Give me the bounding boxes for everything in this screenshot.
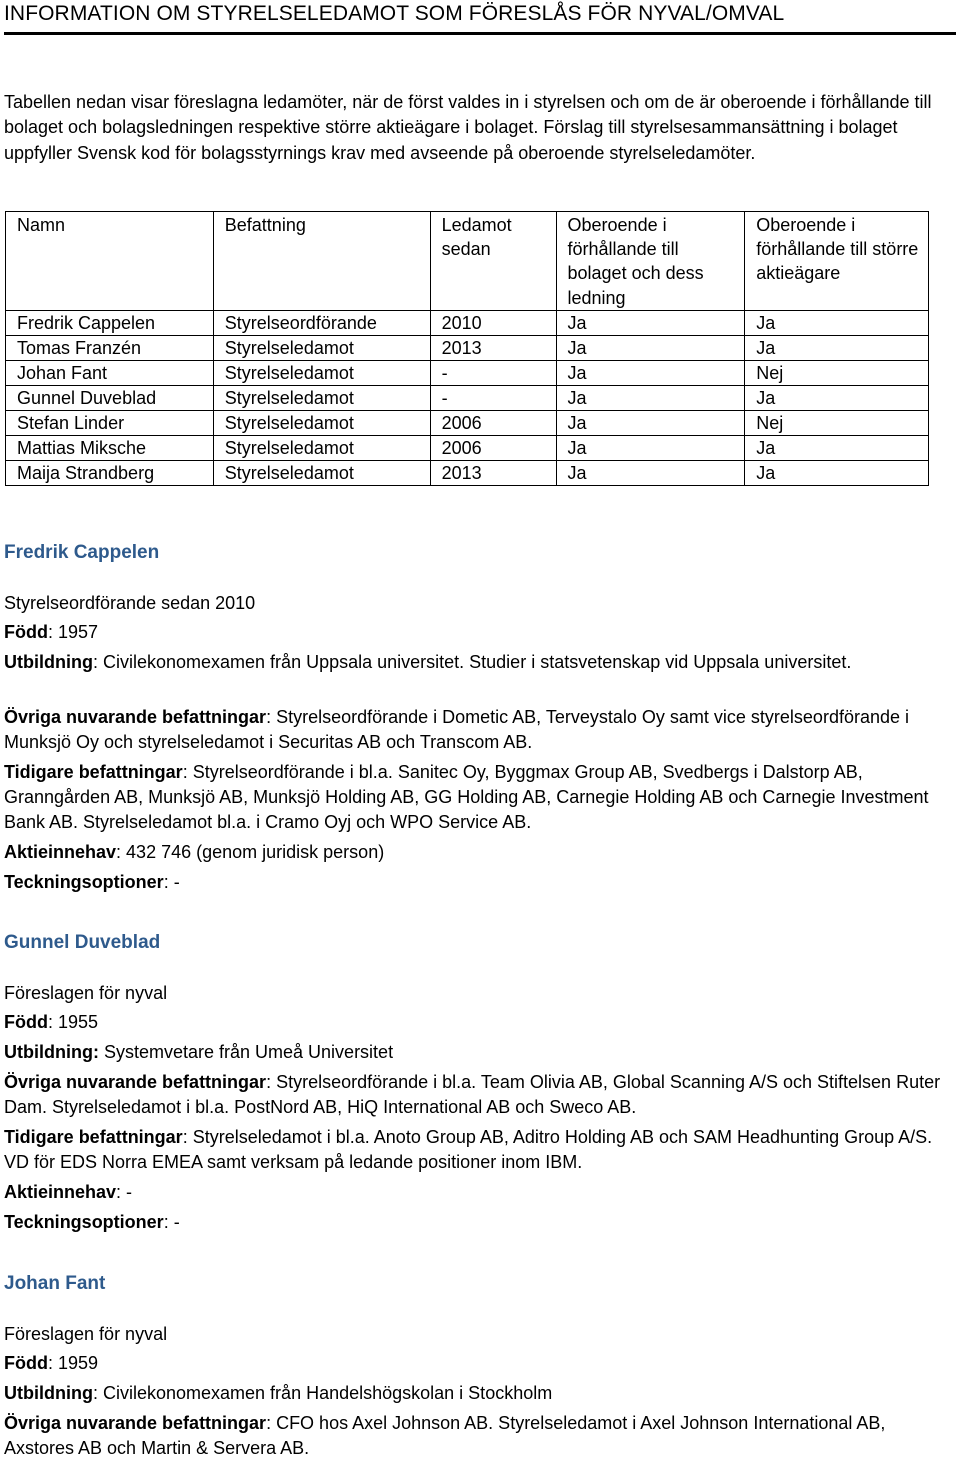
current-label: Övriga nuvarande befattningar	[4, 1413, 267, 1433]
cell-role: Styrelseledamot	[213, 360, 430, 385]
person-previous-positions	[4, 1125, 956, 1175]
cell-name: Stefan Linder	[6, 410, 214, 435]
previous-value: : Styrelseledamot i bl.a. Anoto Group AB, Aditro Holding AB och SAM Headhunting Group A/S. VD för EDS Norra EMEA samt verksam på ledande positioner inom IBM.	[4, 1127, 933, 1172]
cell-indep-company: Ja	[556, 385, 745, 410]
cell-indep-shareholders: Ja	[745, 310, 929, 335]
current-value: : CFO hos Axel Johnson AB. Styrelseledamot i Axel Johnson International AB, Axstores AB och Martin & Servera AB.	[4, 1413, 886, 1458]
cell-name: Fredrik Cappelen	[6, 310, 214, 335]
current-label: Övriga nuvarande befattningar	[4, 707, 267, 727]
cell-since: 2013	[430, 460, 556, 485]
table-row	[6, 335, 929, 360]
person-born	[4, 1010, 956, 1035]
cell-indep-shareholders: Ja	[745, 335, 929, 360]
table-row	[6, 310, 929, 335]
shares-label: Aktieinnehav	[4, 1182, 117, 1202]
education-label: Utbildning:	[4, 1042, 99, 1062]
person-name: Johan Fant	[4, 1273, 106, 1294]
cell-name: Mattias Miksche	[6, 435, 214, 460]
page-title: INFORMATION OM STYRELSELEDAMOT SOM FÖRESLÅS FÖR NYVAL/OMVAL	[4, 2, 785, 25]
cell-since: -	[430, 360, 556, 385]
born-value: : 1959	[47, 1353, 99, 1373]
cell-role: Styrelseledamot	[213, 410, 430, 435]
cell-since: 2006	[430, 410, 556, 435]
previous-label: Tidigare befattningar	[4, 762, 183, 782]
education-value: Systemvetare från Umeå Universitet	[98, 1042, 394, 1062]
born-value: : 1957	[47, 622, 99, 642]
cell-name: Tomas Franzén	[6, 335, 214, 360]
cell-indep-company: Ja	[556, 435, 745, 460]
cell-indep-shareholders: Nej	[745, 360, 929, 385]
person-born	[4, 1351, 956, 1376]
table-row	[6, 460, 929, 485]
person-role: Föreslagen för nyval	[4, 983, 168, 1003]
board-table	[5, 211, 929, 486]
person-education	[4, 1381, 956, 1406]
cell-role: Styrelseledamot	[213, 435, 430, 460]
cell-indep-company: Ja	[556, 460, 745, 485]
current-value: : Styrelseordförande i bl.a. Team Olivia AB, Global Scanning A/S och Stiftelsen Ruter Dam. Styrelseledamot i bl.a. PostNord AB, HiQ International AB och Sweco AB.	[4, 1072, 941, 1117]
cell-role: Styrelseledamot	[213, 335, 430, 360]
born-label: Född	[4, 622, 48, 642]
education-label: Utbildning	[4, 1383, 93, 1403]
education-value: : Civilekonomexamen från Uppsala universitet. Studier i statsvetenskap vid Uppsala universitet.	[92, 652, 852, 672]
current-label: Övriga nuvarande befattningar	[4, 1072, 267, 1092]
cell-indep-company: Ja	[556, 410, 745, 435]
cell-indep-shareholders: Ja	[745, 460, 929, 485]
table-row	[6, 410, 929, 435]
person-current-positions	[4, 705, 956, 755]
cell-name: Johan Fant	[6, 360, 214, 385]
person-current-positions	[4, 1070, 956, 1120]
person-shares	[4, 1180, 956, 1205]
person-gunnel-duveblad	[4, 931, 956, 1232]
person-current-positions	[4, 1411, 956, 1461]
shares-value: : 432 746 (genom juridisk person)	[116, 842, 385, 862]
table-row	[6, 385, 929, 410]
cell-indep-shareholders: Ja	[745, 385, 929, 410]
previous-label: Tidigare befattningar	[4, 1127, 183, 1147]
cell-since: 2010	[430, 310, 556, 335]
cell-role: Styrelseledamot	[213, 460, 430, 485]
intro-paragraph: Tabellen nedan visar föreslagna ledamöter, när de först valdes in i styrelsen och om de är oberoende i förhållande till bolaget och bolagsledningen respektive större aktieägare i bolaget. Förslag till styrelsesammansättning i bolaget uppfyller Svensk kod för bolagsstyrnings krav med avseende på oberoende styrelseledamöter.	[4, 92, 932, 163]
header-ledamot-sedan: Ledamot sedan	[430, 212, 556, 311]
cell-role: Styrelseledamot	[213, 385, 430, 410]
education-label: Utbildning	[4, 652, 93, 672]
header-oberoende-bolaget: Oberoende i förhållande till bolaget och dess ledning	[556, 212, 745, 311]
person-role: Styrelseordförande sedan 2010	[4, 593, 256, 613]
person-options	[4, 870, 956, 895]
options-value: : -	[163, 872, 180, 892]
options-value: : -	[163, 1212, 180, 1232]
cell-since: 2006	[430, 435, 556, 460]
cell-indep-shareholders: Nej	[745, 410, 929, 435]
header-oberoende-aktieagare: Oberoende i förhållande till större aktieägare	[745, 212, 929, 311]
person-education	[4, 650, 956, 675]
page-header	[4, 0, 956, 35]
cell-role: Styrelseordförande	[213, 310, 430, 335]
shares-label: Aktieinnehav	[4, 842, 117, 862]
born-label: Född	[4, 1012, 48, 1032]
born-value: : 1955	[47, 1012, 99, 1032]
shares-value: : -	[116, 1182, 133, 1202]
cell-since: -	[430, 385, 556, 410]
table-row	[6, 435, 929, 460]
cell-since: 2013	[430, 335, 556, 360]
born-label: Född	[4, 1353, 48, 1373]
cell-indep-company: Ja	[556, 360, 745, 385]
cell-indep-company: Ja	[556, 310, 745, 335]
table-header-row	[6, 212, 929, 311]
cell-indep-company: Ja	[556, 335, 745, 360]
options-label: Teckningsoptioner	[4, 1212, 164, 1232]
current-value: : Styrelseordförande i Dometic AB, Terveystalo Oy samt vice styrelseordförande i Munksjö Oy och styrelseledamot i Securitas AB och Transcom AB.	[4, 707, 909, 752]
person-shares	[4, 840, 956, 865]
options-label: Teckningsoptioner	[4, 872, 164, 892]
person-johan-fant	[4, 1272, 956, 1458]
header-befattning: Befattning	[213, 212, 430, 311]
header-namn: Namn	[6, 212, 214, 311]
person-options	[4, 1210, 956, 1235]
table-row	[6, 360, 929, 385]
person-fredrik-cappelen	[4, 541, 956, 892]
person-previous-positions	[4, 760, 956, 835]
person-born	[4, 620, 956, 645]
person-name: Fredrik Cappelen	[4, 542, 160, 563]
person-name: Gunnel Duveblad	[4, 932, 161, 953]
cell-indep-shareholders: Ja	[745, 435, 929, 460]
person-role: Föreslagen för nyval	[4, 1324, 168, 1344]
person-education	[4, 1040, 956, 1065]
previous-value: : Styrelseordförande i bl.a. Sanitec Oy, Byggmax Group AB, Svedbergs i Dalstorp AB, Granngården AB, Munksjö AB, Munksjö Holding AB, GG Holding AB, Carnegie Holding AB och Carnegie Investment Bank AB. Styrelseledamot bl.a. i Cramo Oyj och WPO Service AB.	[4, 762, 929, 832]
education-value: : Civilekonomexamen från Handelshögskolan i Stockholm	[92, 1383, 553, 1403]
cell-name: Maija Strandberg	[6, 460, 214, 485]
cell-name: Gunnel Duveblad	[6, 385, 214, 410]
